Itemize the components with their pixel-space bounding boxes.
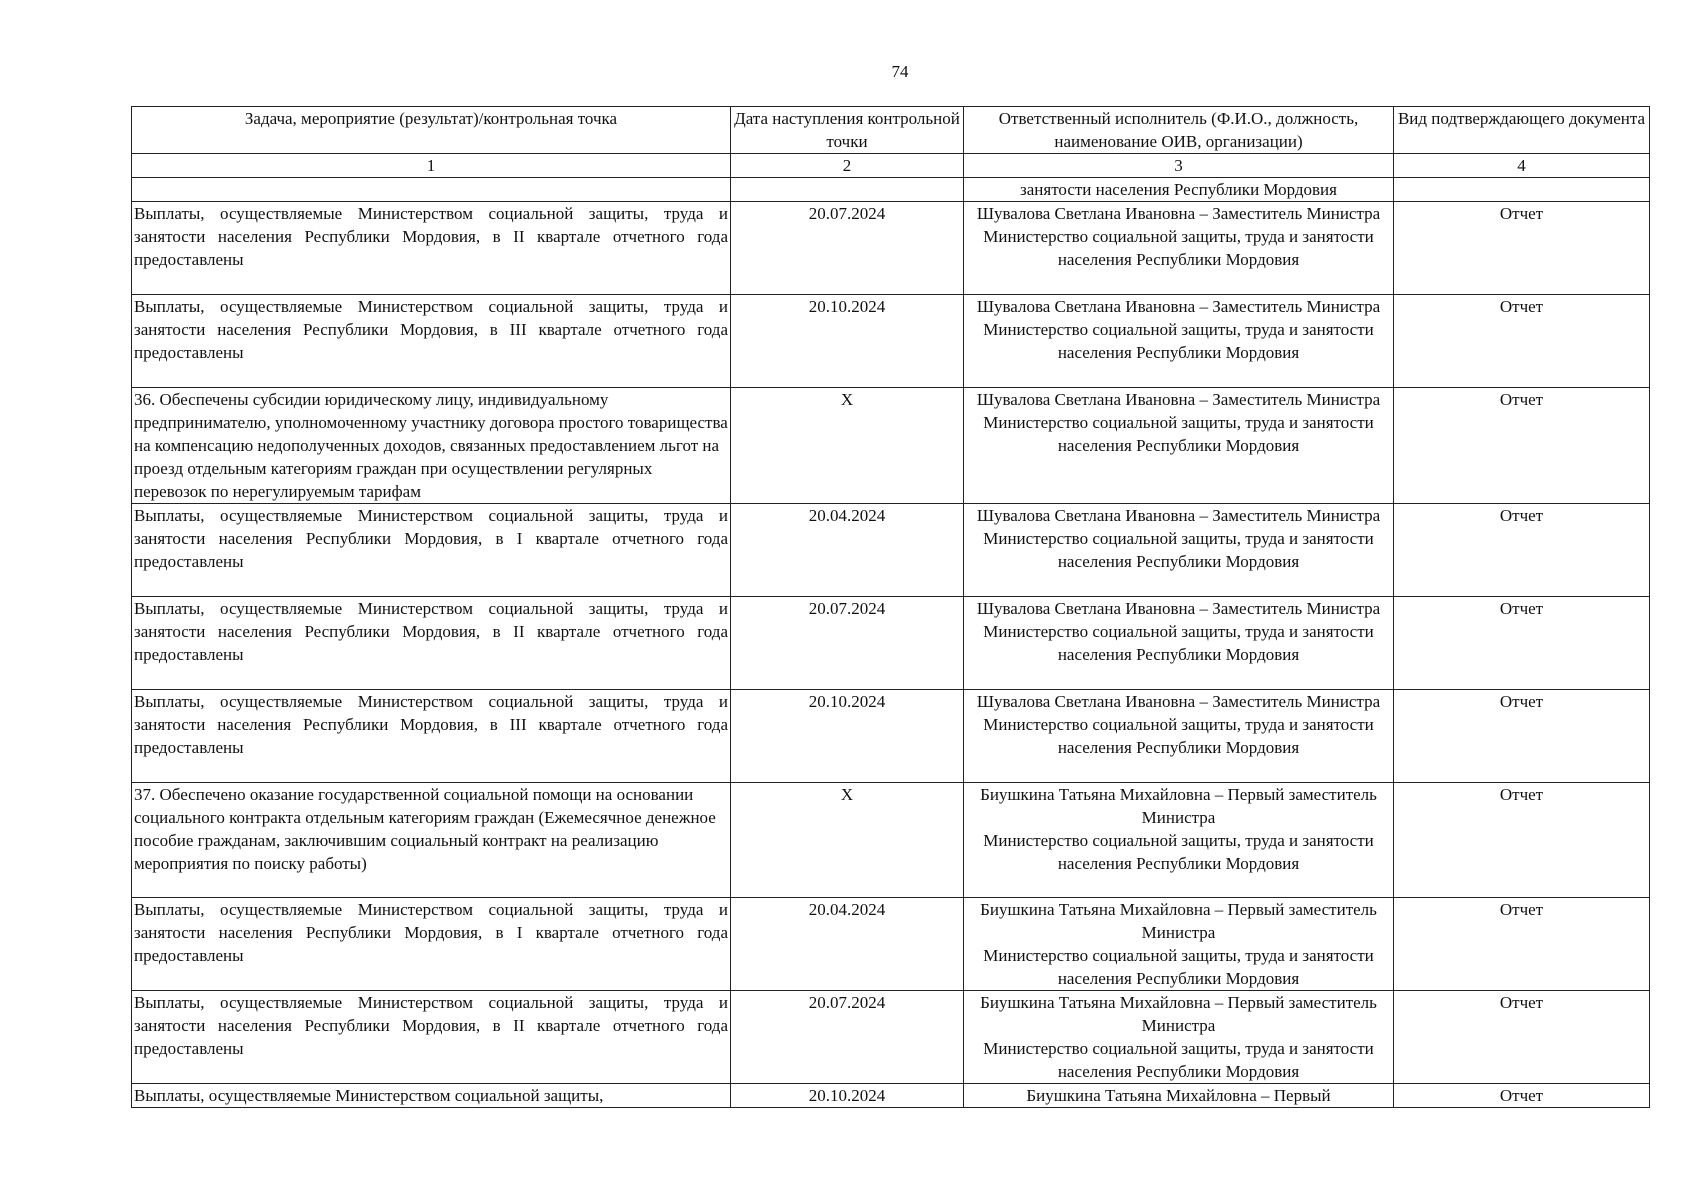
responsible-organization: Министерство социальной защиты, труда и занятости населения Республики Мордовия bbox=[983, 529, 1374, 571]
responsible-person: Шувалова Светлана Ивановна – Заместитель Министра bbox=[976, 692, 1381, 711]
responsible-organization: Министерство социальной защиты, труда и занятости населения Республики Мордовия bbox=[983, 1039, 1374, 1081]
responsible-person: Шувалова Светлана Ивановна – Заместитель Министра bbox=[976, 204, 1381, 223]
date-cell: 20.04.2024 bbox=[731, 504, 964, 597]
header-date: Дата наступления контрольной точки bbox=[731, 107, 964, 154]
date-cell: Х bbox=[731, 388, 964, 504]
column-number-row bbox=[132, 154, 1650, 178]
task-cell: Выплаты, осуществляемые Министерством социальной защиты, труда и занятости населения Республики Мордовия, в I квартале отчетного года предоставлены bbox=[132, 504, 731, 597]
document-type-cell: Отчет bbox=[1394, 991, 1650, 1084]
responsible-organization: Министерство социальной защиты, труда и занятости населения Республики Мордовия bbox=[983, 227, 1374, 269]
control-points-table bbox=[131, 106, 1650, 1108]
column-number: 2 bbox=[731, 154, 964, 178]
date-cell: 20.07.2024 bbox=[731, 991, 964, 1084]
table-row bbox=[132, 388, 1650, 504]
responsible-cell bbox=[964, 783, 1394, 898]
responsible-person: Шувалова Светлана Ивановна – Заместитель Министра bbox=[976, 506, 1381, 525]
responsible-cell bbox=[964, 597, 1394, 690]
date-cell: 20.10.2024 bbox=[731, 1084, 964, 1108]
responsible-person: Биушкина Татьяна Михайловна – Первый заместитель Министра bbox=[980, 900, 1377, 942]
continuation-row bbox=[132, 178, 1650, 202]
column-number: 1 bbox=[132, 154, 731, 178]
responsible-continuation: занятости населения Республики Мордовия bbox=[964, 178, 1394, 202]
responsible-cell bbox=[964, 504, 1394, 597]
responsible-cell bbox=[964, 202, 1394, 295]
responsible-person: Биушкина Татьяна Михайловна – Первый заместитель Министра bbox=[980, 785, 1377, 827]
table-row bbox=[132, 783, 1650, 898]
responsible-organization: Министерство социальной защиты, труда и занятости населения Республики Мордовия bbox=[983, 320, 1374, 362]
responsible-person: Биушкина Татьяна Михайловна – Первый заместитель Министра bbox=[980, 993, 1377, 1035]
task-cell: Выплаты, осуществляемые Министерством социальной защиты, bbox=[132, 1084, 731, 1108]
column-number: 4 bbox=[1394, 154, 1650, 178]
responsible-person: Биушкина Татьяна Михайловна – Первый bbox=[1026, 1086, 1331, 1105]
task-cell: 37. Обеспечено оказание государственной социальной помощи на основании социального контракта отдельным категориям граждан (Ежемесячное денежное пособие гражданам, заключившим социальный контракт на реализацию мероприятия по поиску работы) bbox=[132, 783, 731, 898]
responsible-cell bbox=[964, 295, 1394, 388]
document-type-cell: Отчет bbox=[1394, 504, 1650, 597]
task-cell: Выплаты, осуществляемые Министерством социальной защиты, труда и занятости населения Республики Мордовия, в I квартале отчетного года предоставлены bbox=[132, 898, 731, 991]
document-type-cell: Отчет bbox=[1394, 388, 1650, 504]
document-type-cell: Отчет bbox=[1394, 783, 1650, 898]
responsible-cell bbox=[964, 991, 1394, 1084]
responsible-cell bbox=[964, 1084, 1394, 1108]
header-row bbox=[132, 107, 1650, 154]
header-responsible: Ответственный исполнитель (Ф.И.О., должность, наименование ОИВ, организации) bbox=[964, 107, 1394, 154]
document-type-cell: Отчет bbox=[1394, 295, 1650, 388]
table-body bbox=[132, 202, 1650, 1108]
responsible-organization: Министерство социальной защиты, труда и занятости населения Республики Мордовия bbox=[983, 946, 1374, 988]
responsible-person: Шувалова Светлана Ивановна – Заместитель Министра bbox=[976, 297, 1381, 316]
header-task: Задача, мероприятие (результат)/контрольная точка bbox=[132, 107, 731, 154]
responsible-cell bbox=[964, 690, 1394, 783]
table-row bbox=[132, 295, 1650, 388]
responsible-organization: Министерство социальной защиты, труда и занятости населения Республики Мордовия bbox=[983, 413, 1374, 455]
table-row bbox=[132, 597, 1650, 690]
responsible-organization: Министерство социальной защиты, труда и занятости населения Республики Мордовия bbox=[983, 622, 1374, 664]
page-number: 74 bbox=[891, 62, 909, 81]
header-document-type: Вид подтверждающего документа bbox=[1394, 107, 1650, 154]
task-cell: Выплаты, осуществляемые Министерством социальной защиты, труда и занятости населения Республики Мордовия, в II квартале отчетного года предоставлены bbox=[132, 991, 731, 1084]
responsible-person: Шувалова Светлана Ивановна – Заместитель Министра bbox=[976, 390, 1381, 409]
date-cell: 20.10.2024 bbox=[731, 295, 964, 388]
task-cell: Выплаты, осуществляемые Министерством социальной защиты, труда и занятости населения Республики Мордовия, в III квартале отчетного года предоставлены bbox=[132, 295, 731, 388]
responsible-organization: Министерство социальной защиты, труда и занятости населения Республики Мордовия bbox=[983, 715, 1374, 757]
table-row bbox=[132, 504, 1650, 597]
task-cell: Выплаты, осуществляемые Министерством социальной защиты, труда и занятости населения Республики Мордовия, в II квартале отчетного года предоставлены bbox=[132, 597, 731, 690]
date-cell: 20.04.2024 bbox=[731, 898, 964, 991]
table-row bbox=[132, 690, 1650, 783]
task-cell: Выплаты, осуществляемые Министерством социальной защиты, труда и занятости населения Республики Мордовия, в III квартале отчетного года предоставлены bbox=[132, 690, 731, 783]
document-type-cell: Отчет bbox=[1394, 690, 1650, 783]
table-row bbox=[132, 991, 1650, 1084]
date-cell: 20.10.2024 bbox=[731, 690, 964, 783]
task-cell: 36. Обеспечены субсидии юридическому лицу, индивидуальному предпринимателю, уполномоченному участнику договора простого товарищества на компенсацию недополученных доходов, связанных предоставлением льгот на проезд отдельным категориям граждан при осуществлении регулярных перевозок по нерегулируемым тарифам bbox=[132, 388, 731, 504]
table-row bbox=[132, 1084, 1650, 1108]
date-cell bbox=[731, 178, 964, 202]
date-cell: 20.07.2024 bbox=[731, 597, 964, 690]
document-type-cell: Отчет bbox=[1394, 597, 1650, 690]
document-type-cell: Отчет bbox=[1394, 1084, 1650, 1108]
table-row bbox=[132, 898, 1650, 991]
date-cell: 20.07.2024 bbox=[731, 202, 964, 295]
document-type-cell: Отчет bbox=[1394, 202, 1650, 295]
task-cell bbox=[132, 178, 731, 202]
responsible-person: Шувалова Светлана Ивановна – Заместитель Министра bbox=[976, 599, 1381, 618]
column-number: 3 bbox=[964, 154, 1394, 178]
task-cell: Выплаты, осуществляемые Министерством социальной защиты, труда и занятости населения Республики Мордовия, в II квартале отчетного года предоставлены bbox=[132, 202, 731, 295]
document-type-cell: Отчет bbox=[1394, 898, 1650, 991]
responsible-cell bbox=[964, 898, 1394, 991]
table-row bbox=[132, 202, 1650, 295]
responsible-cell bbox=[964, 388, 1394, 504]
document-cell bbox=[1394, 178, 1650, 202]
date-cell: Х bbox=[731, 783, 964, 898]
responsible-organization: Министерство социальной защиты, труда и занятости населения Республики Мордовия bbox=[983, 831, 1374, 873]
